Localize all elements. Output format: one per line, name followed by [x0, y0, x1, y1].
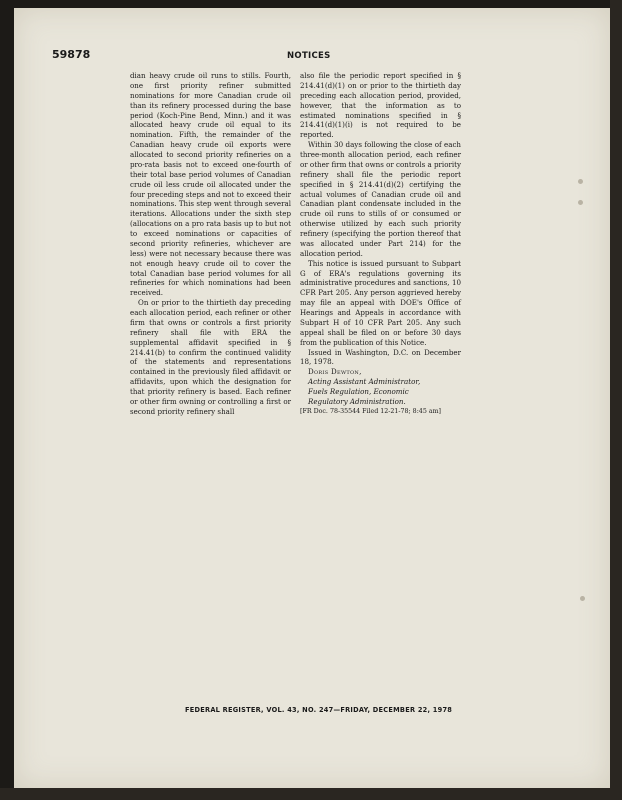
page-number: 59878 — [52, 48, 91, 61]
body-paragraph: also file the periodic report specified in § 214.41(d)(1) on or prior to the thirtieth day preceding each allocation period, provided, however, that the information as to estimated nominations specified in § 214.41(d)(1)(i) is not required to be reported. — [300, 71, 461, 140]
signer-title: Fuels Regulation, Economic — [308, 387, 409, 396]
footer-citation: FEDERAL REGISTER, VOL. 43, NO. 247—FRIDAY, DECEMBER 22, 1978 — [185, 706, 453, 714]
binding-hole-mark — [580, 596, 585, 601]
body-paragraph: This notice is issued pursuant to Subpart G of ERA's regulations governing its administrative procedures and sanctions, 10 CFR Part 205. Any person aggrieved hereby may file an appeal with DOE's Office of Hearings and Appeals in accordance with Subpart H of 10 CFR Part 205. Any such appeal shall be filed on or before 30 days from the publication of this Notice. — [300, 258, 461, 347]
signer-title: Regulatory Administration. — [308, 396, 406, 406]
section-title: NOTICES — [287, 51, 331, 61]
body-paragraph: dian heavy crude oil runs to stills. Fourth, one first priority refiner submitted nominations for more Canadian crude oil than its refinery processed during the base period (Koch-Pine Bend, Minn.) and it was allocated heavy crude oil equal to its nomination. Fifth, the remainder of the Canadian heavy crude oil exports were allocated to second priority refineries on a pro-rata basis not to exceed one-fourth of their total base period volumes of Canadian crude oil less crude oil allocated under the four preceding steps and not to exceed their nominations. This step went through several iterations. Allocations under the sixth step (allocations on a pro rata basis up to but not to exceed nominations or capacities of second priority refineries, whichever are less) were not necessary because there was not enough heavy crude oil to cover the total Canadian base period volumes for all refineries for which nominations had been received. — [130, 71, 291, 298]
binding-hole-mark — [578, 179, 583, 184]
signer-name: Doris Dewton, — [308, 367, 362, 377]
body-paragraph: Issued in Washington, D.C. on December 18, 1978. — [300, 347, 461, 367]
scan-edge-bottom — [0, 788, 622, 800]
body-paragraph: Within 30 days following the close of each three-month allocation period, each refiner or other firm that owns or controls a priority refinery shall file the periodic report specified in § 214.41(d)(2) certifying the actual volumes of Canadian crude oil and Canadian plant condensate included in the crude oil runs to stills of or consumed or otherwise utilized by each such priority refinery (specifying the portion thereof that was allocated under Part 214) for the allocation period. — [300, 140, 461, 258]
binding-hole-mark — [578, 200, 583, 205]
fr-doc-line: [FR Doc. 78-35544 Filed 12-21-78; 8:45 am] — [300, 407, 442, 415]
left-column — [130, 71, 291, 417]
signer-title: Acting Assistant Administrator, — [308, 377, 421, 387]
right-column — [300, 71, 461, 417]
scan-edge-right — [610, 0, 622, 800]
body-paragraph: On or prior to the thirtieth day preceding each allocation period, each refiner or other firm that owns or controls a first priority refinery shall file with ERA the supplemental affidavit specified in § 214.41(b) to confirm the continued validity of the statements and representations contained in the previously filed affidavit or affidavits, upon which the designation for that priority refinery is based. Each refiner or other firm owning or controlling a first or second priority refinery shall — [130, 298, 291, 416]
